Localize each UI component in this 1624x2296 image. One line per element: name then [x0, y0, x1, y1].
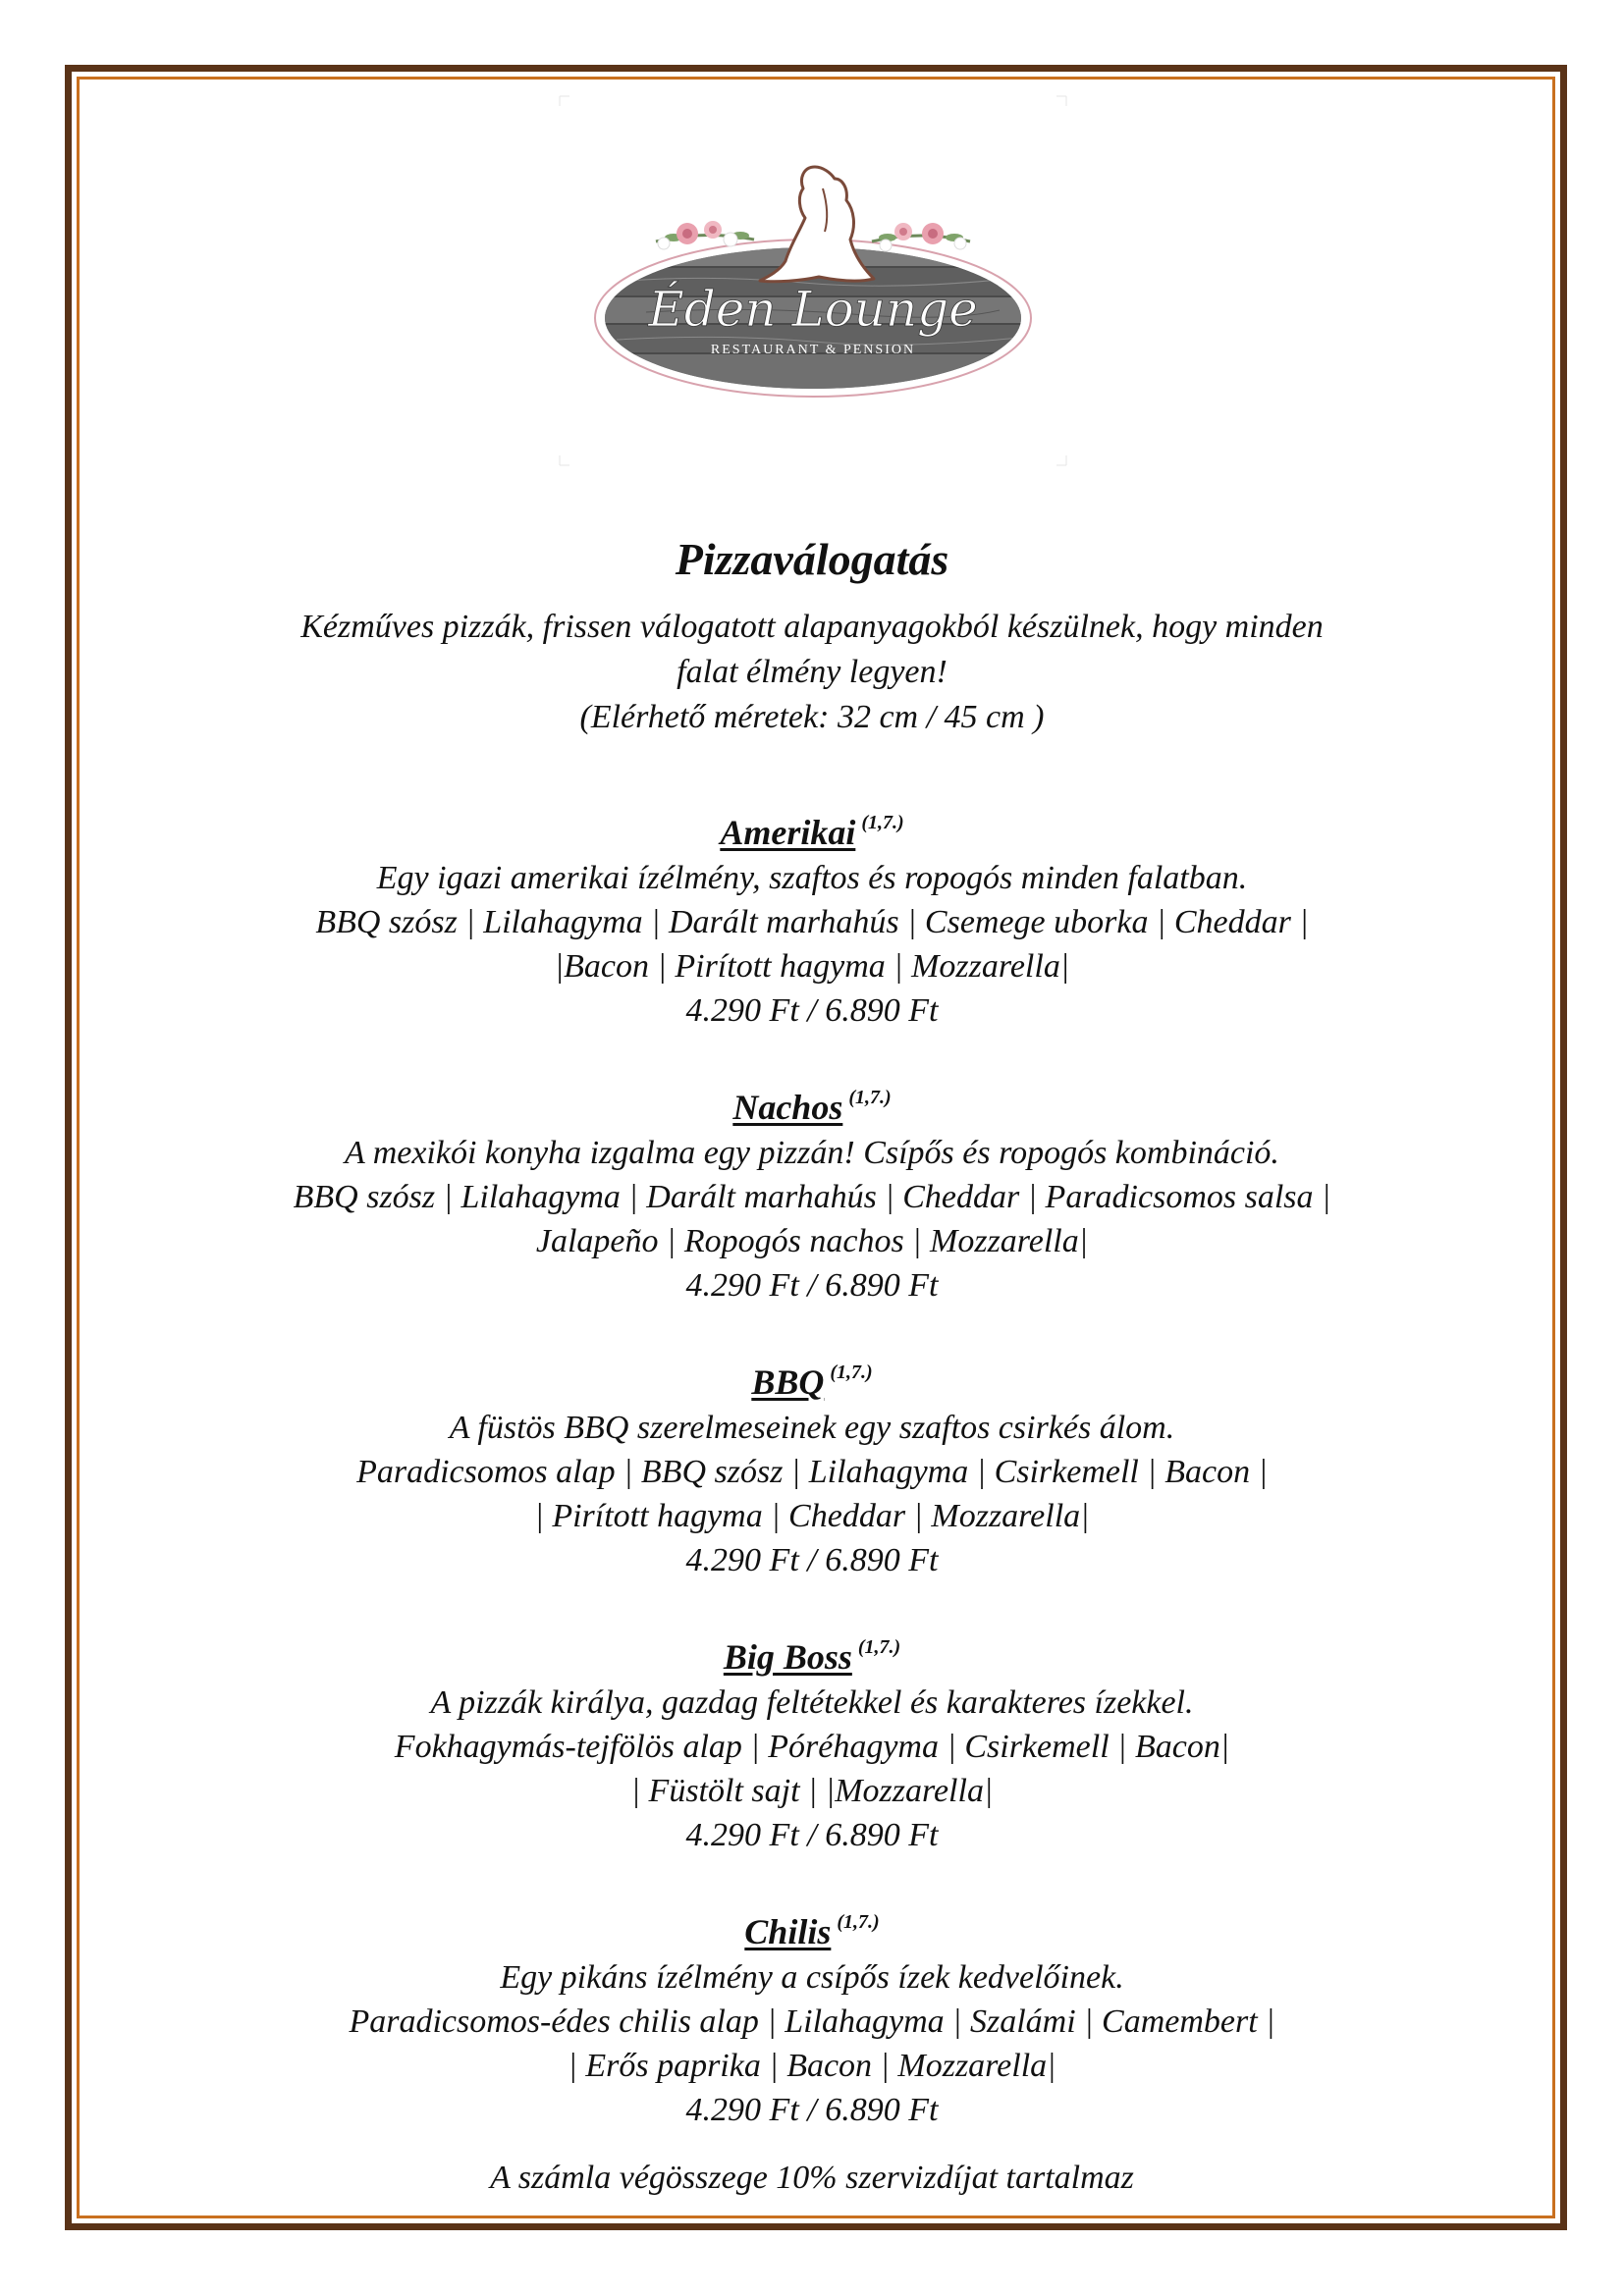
page-title: Pizzaválogatás [675, 534, 949, 584]
menu-content [98, 530, 1526, 2173]
pizza-ingredients: BBQ szósz | Lilahagyma | Darált marhahús | Cheddar | Paradicsomos salsa | [293, 1179, 1331, 1215]
pizza-name: BBQ [751, 1362, 825, 1402]
pizza-ingredients: | Pirított hagyma | Cheddar | Mozzarella| [534, 1498, 1090, 1534]
pizza-ingredients: Jalapeño | Ropogós nachos | Mozzarella| [535, 1223, 1089, 1259]
pizza-item-amerikai [98, 799, 1526, 1033]
pizza-description: Egy pikáns ízélmény a csípős ízek kedvelőinek. [500, 1959, 1124, 1996]
logo-title: Éden Lounge [648, 281, 978, 338]
pizza-description: A füstös BBQ szerelmeseinek egy szaftos csirkés álom. [449, 1410, 1175, 1446]
pizza-price: 4.290 Ft / 6.890 Ft [685, 1817, 939, 1853]
pizza-name: Amerikai [720, 813, 856, 852]
pizza-price: 4.290 Ft / 6.890 Ft [685, 1542, 939, 1578]
pizza-item-bbq [98, 1349, 1526, 1582]
allergen-codes: (1,7.) [848, 1087, 892, 1108]
pizza-name: Chilis [744, 1912, 832, 1951]
pizza-ingredients: |Bacon | Pirított hagyma | Mozzarella| [554, 948, 1070, 985]
pizza-ingredients: Paradicsomos-édes chilis alap | Lilahagyma | Szalámi | Camembert | [349, 2003, 1275, 2040]
pizza-ingredients: | Erős paprika | Bacon | Mozzarella| [568, 2048, 1056, 2084]
restaurant-logo [558, 94, 1068, 467]
pizza-price: 4.290 Ft / 6.890 Ft [685, 992, 939, 1029]
allergen-codes: (1,7.) [837, 1911, 880, 1933]
intro-line: Kézműves pizzák, frissen válogatott alapanyagokból készülnek, hogy minden [300, 609, 1324, 645]
pizza-item-big-boss [98, 1624, 1526, 1857]
service-charge-note: A számla végösszege 10% szervizdíjat tartalmaz [490, 2160, 1134, 2196]
intro-line: falat élmény legyen! [677, 654, 947, 690]
pizza-ingredients: | Füstölt sajt | |Mozzarella| [630, 1773, 994, 1809]
pizza-name: Big Boss [723, 1637, 852, 1677]
pizza-description: A pizzák királya, gazdag feltétekkel és karakteres ízekkel. [430, 1684, 1194, 1721]
pizza-description: Egy igazi amerikai ízélmény, szaftos és ropogós minden falatban. [376, 860, 1248, 896]
pizza-ingredients: BBQ szósz | Lilahagyma | Darált marhahús | Csemege uborka | Cheddar | [315, 904, 1309, 940]
logo-subtitle: RESTAURANT & PENSION [710, 343, 916, 357]
pizza-description: A mexikói konyha izgalma egy pizzán! Csípős és ropogós kombináció. [345, 1135, 1279, 1171]
pizza-item-chilis [98, 1898, 1526, 2132]
pizza-list [98, 799, 1526, 2132]
pizza-ingredients: Fokhagymás-tejfölös alap | Póréhagyma | Csirkemell | Bacon| [394, 1729, 1230, 1765]
pizza-price: 4.290 Ft / 6.890 Ft [685, 2092, 939, 2128]
pizza-item-nachos [98, 1074, 1526, 1308]
menu-intro [98, 605, 1526, 740]
pizza-ingredients: Paradicsomos alap | BBQ szósz | Lilahagyma | Csirkemell | Bacon | [356, 1454, 1268, 1490]
allergen-codes: (1,7.) [861, 812, 904, 833]
allergen-codes: (1,7.) [857, 1636, 901, 1658]
intro-sizes: (Elérhető méretek: 32 cm / 45 cm ) [579, 699, 1045, 735]
allergen-codes: (1,7.) [830, 1362, 873, 1383]
pizza-name: Nachos [732, 1088, 843, 1127]
pizza-price: 4.290 Ft / 6.890 Ft [685, 1267, 939, 1304]
